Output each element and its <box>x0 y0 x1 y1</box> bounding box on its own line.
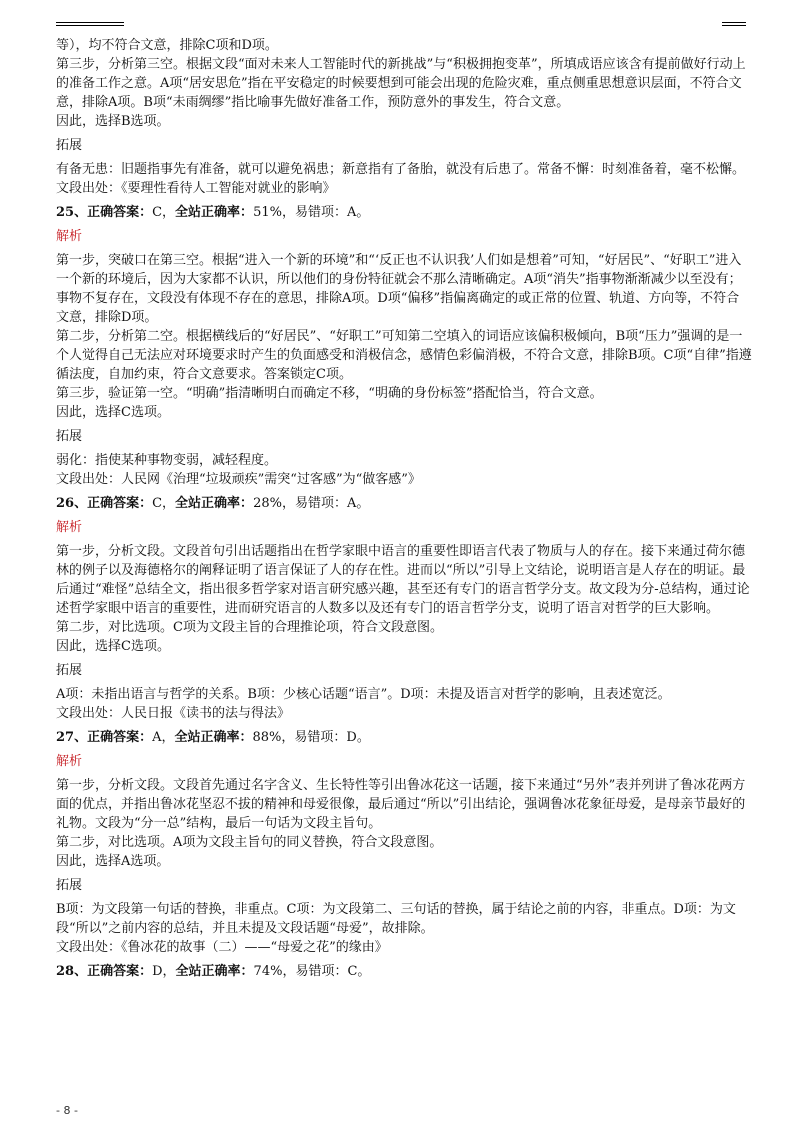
answer-line <box>56 203 752 222</box>
header-rule-right <box>722 22 746 26</box>
paragraph: 第二步，对比选项。C项为文段主旨的合理推论项，符合文段意图。 <box>56 620 443 635</box>
paragraph: B项：为文段第一句话的替换，非重点。C项：为文段第二、三句话的替换，属于结论之前的内容，非重点。D项：为文段“所以”之前内容的总结，并且未提及文段话题“母爱”，故排除。 <box>56 902 736 936</box>
accuracy-label: 全站正确率： <box>174 730 253 745</box>
paragraph: 因此，选择B选项。 <box>56 114 170 129</box>
answer-value: D， <box>152 964 176 979</box>
answer-line <box>56 962 752 981</box>
paragraph: 第三步，验证第一空。“明确”指清晰明白而确定不移，“明确的身份标签”搭配恰当，符合文意。 <box>56 386 603 401</box>
accuracy-value: 88%，易错项：D。 <box>252 730 370 745</box>
answer-label: 28、正确答案： <box>56 964 153 979</box>
answer-label: 25、正确答案： <box>56 205 153 220</box>
analysis-heading: 解析 <box>56 754 83 769</box>
answer-value: C， <box>152 496 176 511</box>
page-number: - 8 - <box>56 1104 78 1117</box>
paragraph: 文段出处：人民网《治理“垃圾顽疾”需突“过客感”为“做客感”》 <box>56 472 421 487</box>
accuracy-label: 全站正确率： <box>175 964 254 979</box>
paragraph: 第一步，突破口在第三空。根据“进入一个新的环境”和“‘反正也不认识我’人们如是想着”可知，“好居民”、“好职工”进入一个新的环境后，因为大家都不认识，所以他们的身份特征就会不那么清晰确定。A项“消失”指事物渐渐减少以至没有；事物不复存在，文段没有体现不存在的意思，排除A项。D项“偏移”指偏离确定的或正常的位置、轨道、方向等，不符合文意，排除D项。 <box>56 253 742 325</box>
paragraph: 文段出处：《要理性看待人工智能对就业的影响》 <box>56 181 336 196</box>
paragraph: 因此，选择C选项。 <box>56 405 170 420</box>
paragraph: 第二步，分析第二空。根据横线后的“好居民”、“好职工”可知第二空填入的词语应该偏积极倾向，B项“压力”强调的是一个人觉得自己无法应对环境要求时产生的负面感受和消极信念，感情色彩偏消极，不符合文意，排除B项。C项“自律”指遵循法度，自加约束，符合文意要求。答案锁定C项。 <box>56 329 752 382</box>
analysis-heading: 解析 <box>56 229 83 244</box>
paragraph: 文段出处：《鲁冰花的故事（二）——“母爱之花”的缘由》 <box>56 940 388 955</box>
accuracy-label: 全站正确率： <box>175 496 254 511</box>
paragraph: 有备无患：旧题指事先有准备，就可以避免祸患；新意指有了备胎，就没有后患了。常备不懈：时刻准备着，毫不松懈。 <box>56 162 746 177</box>
page-content <box>56 36 752 986</box>
paragraph: 因此，选择C选项。 <box>56 639 170 654</box>
paragraph: 第一步，分析文段。文段首先通过名字含义、生长特性等引出鲁冰花这一话题，接下来通过“另外”表并列讲了鲁冰花两方面的优点，并指出鲁冰花坚忍不拔的精神和母爱很像，最后通过“所以”引出结论，强调鲁冰花象征母爱，是母亲节最好的礼物。文段为“分一总”结构，最后一句话为文段主旨句。 <box>56 778 746 831</box>
paragraph: 第三步，分析第三空。根据文段“面对未来人工智能时代的新挑战”与“积极拥抱变革”，所填成语应该含有提前做好行动上的准备工作之意。A项“居安思危”指在平安稳定的时候要想到可能会出现的危险灾难，重点侧重思想意识层面，不符合文意，排除A项。B项“未雨绸缪”指比喻事先做好准备工作，预防意外的事发生，符合文意。 <box>56 57 746 110</box>
answer-line <box>56 494 752 513</box>
extension-heading: 拓展 <box>56 663 83 678</box>
paragraph: 等），均不符合文意，排除C项和D项。 <box>56 38 278 53</box>
extension-heading: 拓展 <box>56 878 83 893</box>
header-rule-left <box>56 22 124 26</box>
accuracy-value: 51%，易错项：A。 <box>253 205 370 220</box>
answer-label: 26、正确答案： <box>56 496 153 511</box>
extension-heading: 拓展 <box>56 429 83 444</box>
paragraph: 因此，选择A选项。 <box>56 854 170 869</box>
extension-heading: 拓展 <box>56 138 83 153</box>
answer-line <box>56 728 752 747</box>
answer-value: C， <box>152 205 176 220</box>
paragraph: 第一步，分析文段。文段首句引出话题指出在哲学家眼中语言的重要性即语言代表了物质与人的存在。接下来通过荷尔德林的例子以及海德格尔的阐释证明了语言保证了人的存在性。进而以“所以”引导上文结论，说明语言是人存在的明证。最后通过“难怪”总结全文，指出很多哲学家对语言研究感兴趣，甚至还有专门的语言哲学分支。故文段为分-总结构，通过论述哲学家眼中语言的重要性，进而研究语言的人数多以及还有专门的语言哲学分支，说明了语言对哲学的巨大影响。 <box>56 544 750 616</box>
answer-value: A， <box>152 730 175 745</box>
analysis-heading: 解析 <box>56 520 83 535</box>
paragraph: 第二步，对比选项。A项为文段主旨句的同义替换，符合文段意图。 <box>56 835 443 850</box>
answer-label: 27、正确答案： <box>56 730 153 745</box>
paragraph: A项：未指出语言与哲学的关系。B项：少核心话题“语言”。D项：未提及语言对哲学的影响，且表述宽泛。 <box>56 687 671 702</box>
accuracy-label: 全站正确率： <box>175 205 254 220</box>
paragraph: 弱化：指使某种事物变弱，减轻程度。 <box>56 453 278 468</box>
paragraph: 文段出处：人民日报《读书的法与得法》 <box>56 706 291 721</box>
accuracy-value: 74%，易错项：C。 <box>253 964 371 979</box>
accuracy-value: 28%，易错项：A。 <box>253 496 370 511</box>
